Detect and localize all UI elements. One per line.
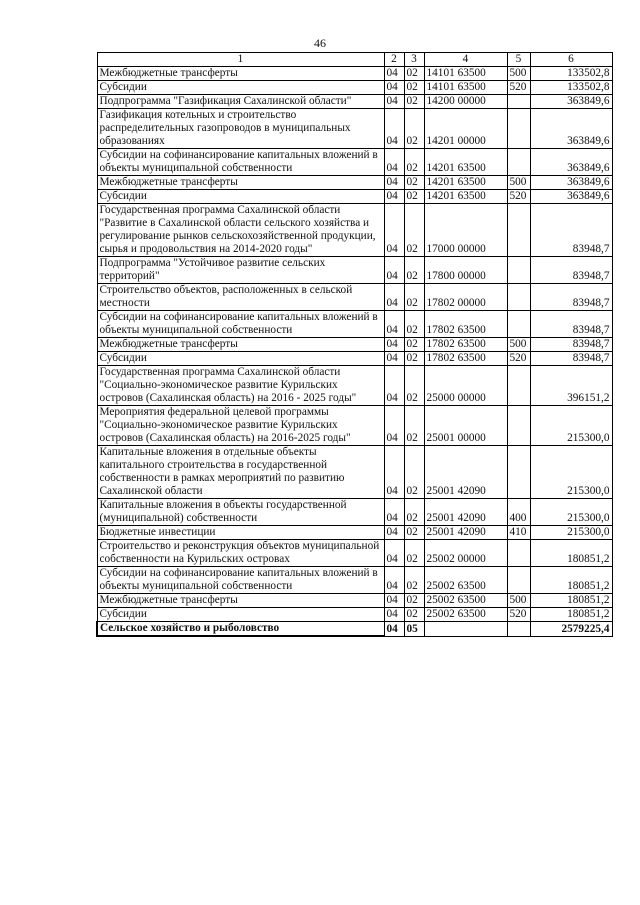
cell-expense-type: [507, 622, 530, 637]
cell-target-article: 25002 63500: [424, 608, 507, 622]
cell-expense-type: [507, 406, 530, 446]
cell-section: 04: [384, 526, 404, 540]
cell-section: 04: [384, 540, 404, 567]
cell-expense-type: 410: [507, 526, 530, 540]
cell-name: Подпрограмма "Устойчивое развитие сельских территорий": [97, 257, 384, 284]
cell-expense-type: 520: [507, 190, 530, 204]
cell-expense-type: [507, 204, 530, 257]
cell-expense-type: [507, 149, 530, 176]
table-row: [97, 526, 612, 540]
cell-expense-type: [507, 366, 530, 406]
cell-section: 04: [384, 257, 404, 284]
cell-target-article: 14201 00000: [424, 109, 507, 149]
cell-amount: 363849,6: [530, 176, 612, 190]
table-row: [97, 257, 612, 284]
cell-section: 04: [384, 176, 404, 190]
cell-expense-type: [507, 284, 530, 311]
cell-subsection: 02: [404, 257, 424, 284]
cell-name: Субсидии на софинансирование капитальных вложений в объекты муниципальной собственности: [97, 567, 384, 594]
cell-amount: 180851,2: [530, 594, 612, 608]
cell-amount: 83948,7: [530, 284, 612, 311]
header-col-1: 1: [97, 53, 384, 67]
cell-name: Строительство и реконструкция объектов муниципальной собственности на Курильских островах: [97, 540, 384, 567]
cell-subsection: 02: [404, 311, 424, 338]
table-row: [97, 594, 612, 608]
cell-amount: 133502,8: [530, 81, 612, 95]
cell-section: 04: [384, 95, 404, 109]
cell-subsection: 02: [404, 366, 424, 406]
cell-target-article: 14201 63500: [424, 190, 507, 204]
cell-name: Капитальные вложения в объекты государственной (муниципальной) собственности: [97, 499, 384, 526]
cell-amount: 2579225,4: [530, 622, 612, 637]
cell-name: Капитальные вложения в отдельные объекты капитального строительства в государственной собственности в рамках мероприятий по развитию Сахалинской области: [97, 446, 384, 499]
cell-subsection: 02: [404, 499, 424, 526]
table-header-row: [97, 53, 612, 67]
cell-amount: 180851,2: [530, 540, 612, 567]
cell-expense-type: [507, 311, 530, 338]
cell-section: 04: [384, 499, 404, 526]
cell-amount: 363849,6: [530, 95, 612, 109]
cell-subsection: 02: [404, 81, 424, 95]
cell-amount: 215300,0: [530, 499, 612, 526]
cell-amount: 363849,6: [530, 190, 612, 204]
cell-subsection: 02: [404, 67, 424, 81]
cell-subsection: 02: [404, 95, 424, 109]
cell-name: Сельское хозяйство и рыболовство: [97, 622, 384, 637]
cell-target-article: 14101 63500: [424, 67, 507, 81]
cell-expense-type: [507, 95, 530, 109]
cell-target-article: [424, 622, 507, 637]
header-col-5: 5: [507, 53, 530, 67]
cell-amount: 396151,2: [530, 366, 612, 406]
cell-target-article: 25002 63500: [424, 567, 507, 594]
cell-amount: 133502,8: [530, 67, 612, 81]
cell-expense-type: 400: [507, 499, 530, 526]
header-col-4: 4: [424, 53, 507, 67]
cell-expense-type: 500: [507, 594, 530, 608]
cell-expense-type: [507, 567, 530, 594]
cell-section: 04: [384, 109, 404, 149]
cell-amount: 215300,0: [530, 446, 612, 499]
cell-name: Субсидии на софинансирование капитальных вложений в объекты муниципальной собственности: [97, 311, 384, 338]
table-row: [97, 446, 612, 499]
cell-section: 04: [384, 311, 404, 338]
cell-amount: 363849,6: [530, 149, 612, 176]
cell-expense-type: 520: [507, 81, 530, 95]
cell-name: Межбюджетные трансферты: [97, 67, 384, 81]
cell-amount: 180851,2: [530, 567, 612, 594]
cell-target-article: 25001 42090: [424, 499, 507, 526]
cell-section: 04: [384, 284, 404, 311]
cell-subsection: 02: [404, 338, 424, 352]
cell-subsection: 02: [404, 284, 424, 311]
cell-section: 04: [384, 352, 404, 366]
cell-name: Межбюджетные трансферты: [97, 338, 384, 352]
cell-subsection: 02: [404, 204, 424, 257]
table-row: [97, 311, 612, 338]
table-row: [97, 608, 612, 622]
table-row: [97, 109, 612, 149]
cell-subsection: 02: [404, 446, 424, 499]
cell-expense-type: 500: [507, 67, 530, 81]
cell-expense-type: 500: [507, 176, 530, 190]
cell-name: Межбюджетные трансферты: [97, 176, 384, 190]
cell-section: 04: [384, 567, 404, 594]
cell-target-article: 17802 63500: [424, 338, 507, 352]
cell-name: Мероприятия федеральной целевой программы "Социально-экономическое развитие Курильских островов (Сахалинская область) на 2016-2025 годы": [97, 406, 384, 446]
table-row: [97, 81, 612, 95]
table-row: [97, 338, 612, 352]
cell-section: 04: [384, 366, 404, 406]
cell-target-article: 14201 63500: [424, 176, 507, 190]
table-body: [97, 67, 612, 637]
cell-name: Субсидии: [97, 352, 384, 366]
cell-section: 04: [384, 67, 404, 81]
cell-target-article: 17000 00000: [424, 204, 507, 257]
table-row: [97, 67, 612, 81]
table-row: [97, 366, 612, 406]
cell-amount: 215300,0: [530, 526, 612, 540]
cell-expense-type: [507, 109, 530, 149]
cell-section: 04: [384, 81, 404, 95]
cell-amount: 83948,7: [530, 257, 612, 284]
cell-name: Подпрограмма "Газификация Сахалинской области": [97, 95, 384, 109]
header-col-6: 6: [530, 53, 612, 67]
cell-name: Субсидии на софинансирование капитальных вложений в объекты муниципальной собственности: [97, 149, 384, 176]
cell-target-article: 17800 00000: [424, 257, 507, 284]
cell-expense-type: [507, 257, 530, 284]
budget-table: [96, 52, 613, 637]
cell-section: 04: [384, 338, 404, 352]
table-row: [97, 499, 612, 526]
cell-name: Газификация котельных и строительство распределительных газопроводов в муниципальных образованиях: [97, 109, 384, 149]
cell-name: Строительство объектов, расположенных в сельской местности: [97, 284, 384, 311]
cell-expense-type: 500: [507, 338, 530, 352]
cell-section: 04: [384, 446, 404, 499]
cell-subsection: 02: [404, 190, 424, 204]
cell-target-article: 25001 42090: [424, 446, 507, 499]
cell-amount: 83948,7: [530, 204, 612, 257]
cell-expense-type: [507, 540, 530, 567]
table-row: [97, 95, 612, 109]
cell-expense-type: 520: [507, 608, 530, 622]
cell-target-article: 25002 63500: [424, 594, 507, 608]
table-row: [97, 540, 612, 567]
cell-name: Бюджетные инвестиции: [97, 526, 384, 540]
table-row: [97, 567, 612, 594]
cell-target-article: 25002 00000: [424, 540, 507, 567]
cell-amount: 83948,7: [530, 311, 612, 338]
cell-name: Субсидии: [97, 608, 384, 622]
page-number: 46: [314, 36, 326, 50]
cell-target-article: 25001 00000: [424, 406, 507, 446]
cell-target-article: 14200 00000: [424, 95, 507, 109]
table-row: [97, 284, 612, 311]
table-row: [97, 622, 612, 637]
table-row: [97, 352, 612, 366]
cell-subsection: 02: [404, 526, 424, 540]
cell-amount: 83948,7: [530, 352, 612, 366]
cell-target-article: 17802 00000: [424, 284, 507, 311]
cell-subsection: 02: [404, 149, 424, 176]
cell-expense-type: 520: [507, 352, 530, 366]
cell-name: Субсидии: [97, 81, 384, 95]
cell-amount: 180851,2: [530, 608, 612, 622]
cell-section: 04: [384, 406, 404, 446]
cell-subsection: 02: [404, 567, 424, 594]
cell-subsection: 05: [404, 622, 424, 637]
cell-expense-type: [507, 446, 530, 499]
header-col-2: 2: [384, 53, 404, 67]
table-row: [97, 406, 612, 446]
cell-name: Субсидии: [97, 190, 384, 204]
cell-subsection: 02: [404, 540, 424, 567]
cell-section: 04: [384, 149, 404, 176]
cell-target-article: 17802 63500: [424, 311, 507, 338]
cell-section: 04: [384, 622, 404, 637]
table-row: [97, 149, 612, 176]
table-row: [97, 204, 612, 257]
cell-subsection: 02: [404, 109, 424, 149]
cell-section: 04: [384, 204, 404, 257]
cell-section: 04: [384, 594, 404, 608]
table-row: [97, 176, 612, 190]
cell-name: Межбюджетные трансферты: [97, 594, 384, 608]
table-row: [97, 190, 612, 204]
header-col-3: 3: [404, 53, 424, 67]
cell-subsection: 02: [404, 608, 424, 622]
cell-amount: 363849,6: [530, 109, 612, 149]
cell-amount: 83948,7: [530, 338, 612, 352]
cell-subsection: 02: [404, 352, 424, 366]
cell-section: 04: [384, 190, 404, 204]
cell-subsection: 02: [404, 594, 424, 608]
cell-section: 04: [384, 608, 404, 622]
cell-name: Государственная программа Сахалинской области "Социально-экономическое развитие Курильских островов (Сахалинская область) на 2016 - 2025 годы": [97, 366, 384, 406]
cell-target-article: 17802 63500: [424, 352, 507, 366]
cell-subsection: 02: [404, 176, 424, 190]
cell-name: Государственная программа Сахалинской области "Развитие в Сахалинской области сельского хозяйства и регулирование рынков сельскохозяйственной продукции, сырья и продовольствия на 2014-2020 годы": [97, 204, 384, 257]
cell-target-article: 14101 63500: [424, 81, 507, 95]
cell-amount: 215300,0: [530, 406, 612, 446]
cell-target-article: 25000 00000: [424, 366, 507, 406]
cell-target-article: 14201 63500: [424, 149, 507, 176]
cell-target-article: 25001 42090: [424, 526, 507, 540]
cell-subsection: 02: [404, 406, 424, 446]
